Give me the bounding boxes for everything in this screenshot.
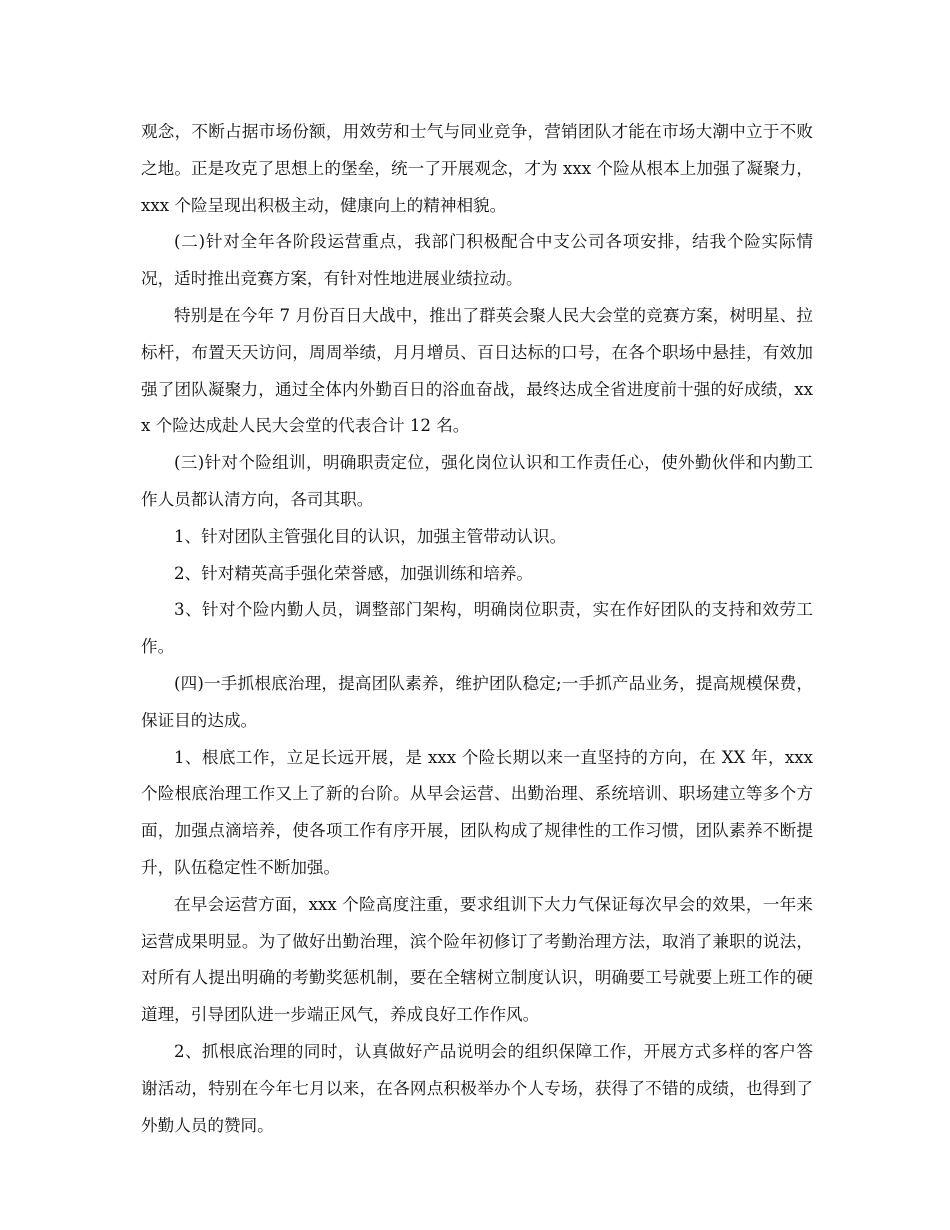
paragraph-9: 1、根底工作，立足长远开展，是 xxx 个险长期以来一直坚持的方向，在 XX 年，xxx 个险根底治理工作又上了新的台阶。从早会运营、出勤治理、系统培训、职场建立等多个方面，加强点滴培养，使各项工作有序开展，团队构成了规律性的工作习惯，团队素养不断提升，队伍稳定性不断加强。 xyxy=(141,747,813,877)
paragraph-5: 1、针对团队主管强化目的认识，加强主管带动认识。 xyxy=(174,526,567,546)
paragraph-6: 2、针对精英高手强化荣誉感，加强训练和培养。 xyxy=(174,563,534,583)
paragraph-7: 3、针对个险内勤人员，调整部门架构，明确岗位职责，实在作好团队的支持和效劳工作。 xyxy=(141,600,813,657)
document-body xyxy=(141,114,813,1144)
paragraph-4: (三)针对个险组训，明确职责定位，强化岗位认识和工作责任心，使外勤伙伴和内勤工作人员都认清方向，各司其职。 xyxy=(141,453,813,509)
paragraph-3: 特别是在今年 7 月份百日大战中，推出了群英会聚人民大会堂的竞赛方案，树明星、拉标杆，布置天天访问，周周举绩，月月增员、百日达标的口号，在各个职场中悬挂，有效加强了团队凝聚力，通过全体内外勤百日的浴血奋战，最终达成全省进度前十强的好成绩，xxx 个险达成赴人民大会堂的代表合计 12 名。 xyxy=(141,305,813,436)
paragraph-10: 在早会运营方面，xxx 个险高度注重，要求组训下大力气保证每次早会的效果，一年来运营成果明显。为了做好出勤治理，滨个险年初修订了考勤治理方法，取消了兼职的说法，对所有人提出明确的考勤奖惩机制，要在全辖树立制度认识，明确要工号就要上班工作的硬道理，引导团队进一步端正风气，养成良好工作作风。 xyxy=(141,894,813,1025)
paragraph-8: (四)一手抓根底治理，提高团队素养，维护团队稳定;一手抓产品业务，提高规模保费，保证目的达成。 xyxy=(141,673,813,730)
paragraph-2: (二)针对全年各阶段运营重点，我部门积极配合中支公司各项安排，结我个险实际情况，适时推出竞赛方案，有针对性地进展业绩拉动。 xyxy=(141,232,813,289)
paragraph-11: 2、抓根底治理的同时，认真做好产品说明会的组织保障工作，开展方式多样的客户答谢活动，特别在今年七月以来，在各网点积极举办个人专场，获得了不错的成绩，也得到了外勤人员的赞同。 xyxy=(141,1041,813,1135)
paragraph-1: 观念，不断占据市场份额，用效劳和士气与同业竞争，营销团队才能在市场大潮中立于不败之地。正是攻克了思想上的堡垒，统一了开展观念，才为 xxx 个险从根本上加强了凝聚力，xxx 个险呈现出积极主动，健康向上的精神相貌。 xyxy=(141,122,813,215)
